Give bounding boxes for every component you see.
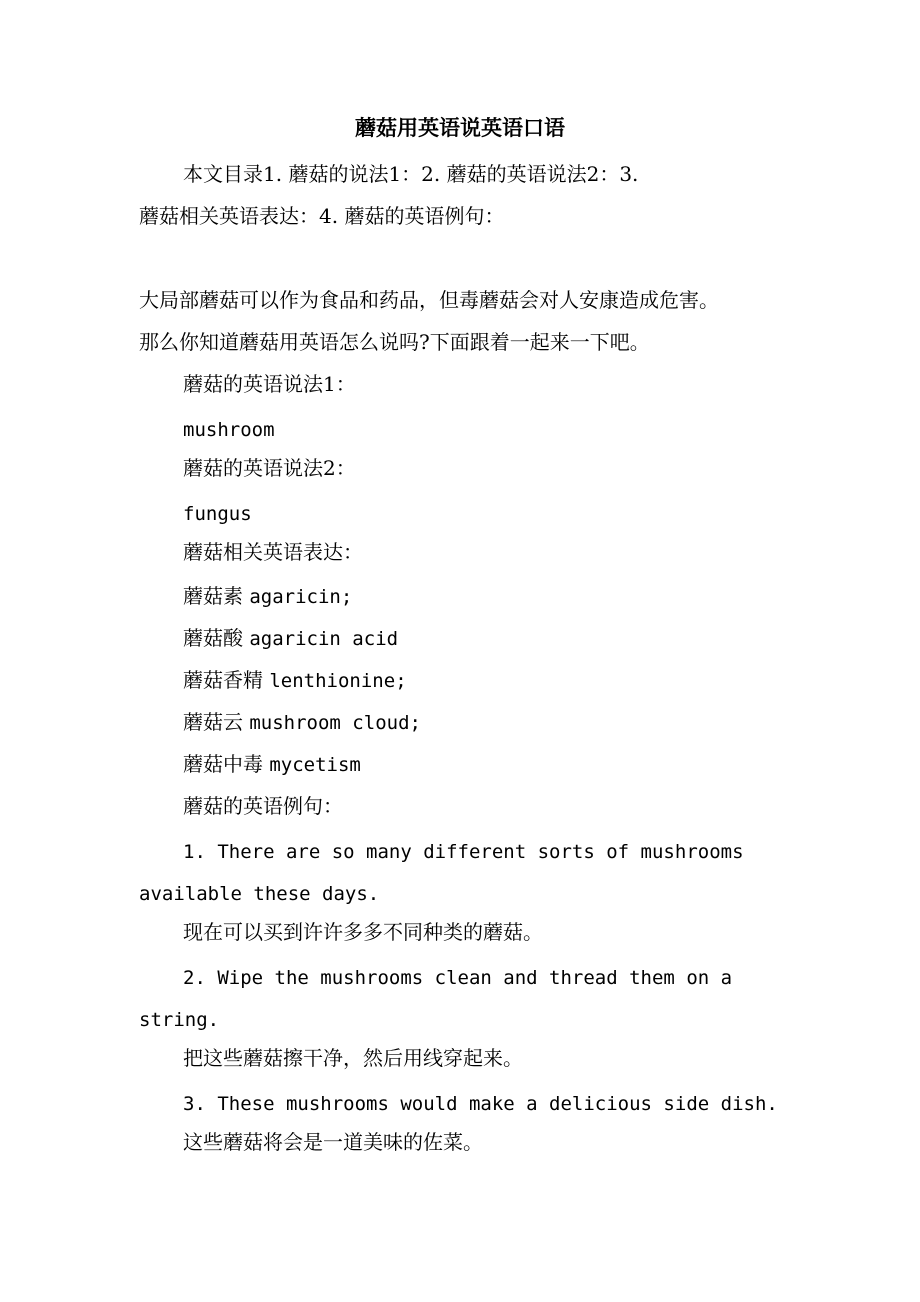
related-item [183, 751, 361, 778]
related-item [183, 667, 407, 694]
intro-line-2: 那么你知道蘑菇用英语怎么说吗?下面跟着一起来一下吧。 [139, 330, 650, 354]
example-2-en-line-1: 2. Wipe the mushrooms clean and thread them on a [183, 967, 733, 989]
heading-related: 蘑菇相关英语表达： [183, 540, 363, 564]
example-3-en-line-1: 3. These mushrooms would make a delicious side dish. [183, 1093, 778, 1115]
heading-saying-1: 蘑菇的英语说法1： [183, 372, 356, 396]
heading-saying-2: 蘑菇的英语说法2： [183, 456, 356, 480]
related-item [183, 709, 421, 736]
heading-examples: 蘑菇的英语例句： [183, 794, 343, 818]
example-1-en-line-1: 1. There are so many different sorts of mushrooms [183, 841, 744, 863]
example-1-en-line-2: available these days. [139, 883, 380, 905]
related-item [183, 583, 352, 610]
related-item-en: agaricin acid [249, 628, 399, 650]
example-2-zh: 把这些蘑菇擦干净，然后用线穿起来。 [183, 1046, 523, 1070]
related-item-en: mushroom cloud; [249, 712, 421, 734]
related-item-en: mycetism [269, 754, 361, 776]
related-item-zh: 蘑菇酸 [183, 626, 243, 650]
related-item-en: lenthionine; [269, 670, 407, 692]
related-item-en: agaricin; [249, 586, 353, 608]
toc-line-1: 本文目录1. 蘑菇的说法1：2. 蘑菇的英语说法2：3. [183, 162, 639, 186]
example-1-zh: 现在可以买到许许多多不同种类的蘑菇。 [183, 920, 543, 944]
related-item [183, 625, 398, 652]
document-title: 蘑菇用英语说英语口语 [355, 115, 565, 140]
word-fungus: fungus [183, 503, 252, 525]
word-mushroom: mushroom [183, 419, 275, 441]
related-item-zh: 蘑菇香精 [183, 668, 263, 692]
related-item-zh: 蘑菇中毒 [183, 752, 263, 776]
example-3-zh: 这些蘑菇将会是一道美味的佐菜。 [183, 1130, 483, 1154]
toc-line-2: 蘑菇相关英语表达：4. 蘑菇的英语例句： [139, 204, 505, 228]
example-2-en-line-2: string. [139, 1009, 220, 1031]
intro-line-1: 大局部蘑菇可以作为食品和药品，但毒蘑菇会对人安康造成危害。 [139, 288, 719, 312]
related-item-zh: 蘑菇云 [183, 710, 243, 734]
related-item-zh: 蘑菇素 [183, 584, 243, 608]
